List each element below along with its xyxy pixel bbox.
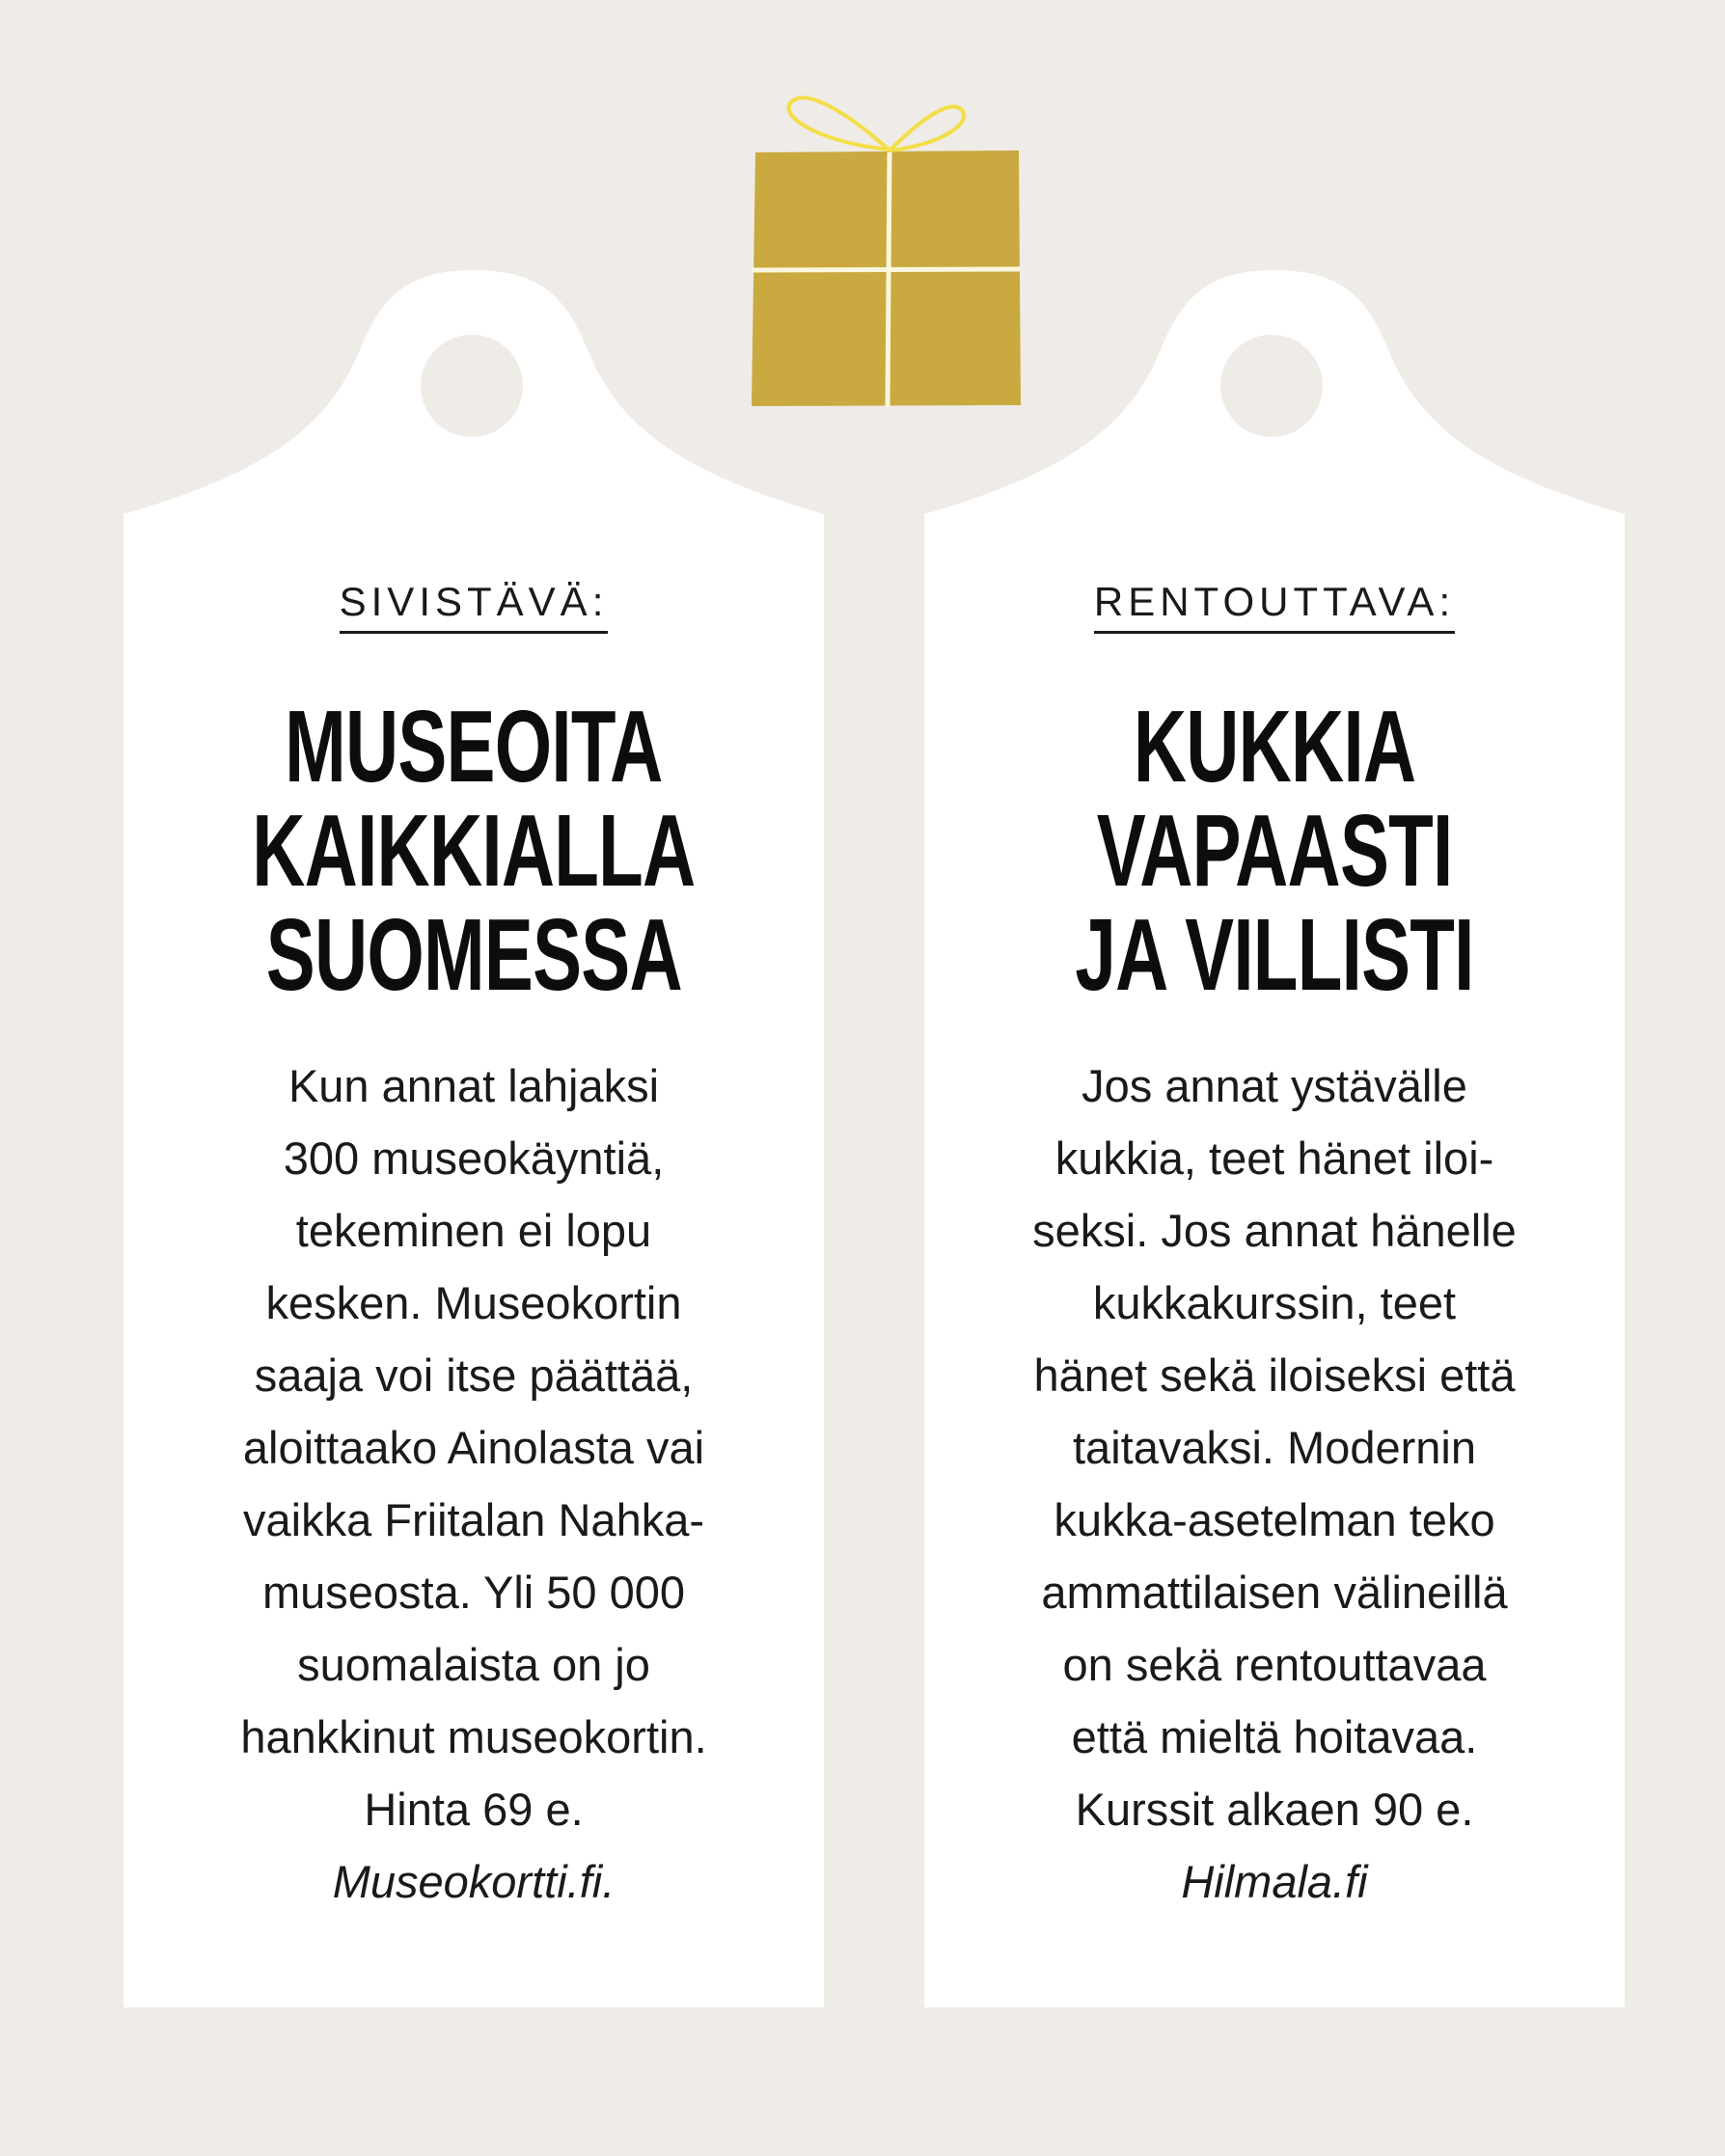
left-gift-tag	[123, 579, 824, 2006]
right-body-line: ammattilaisen välineillä	[1041, 1567, 1508, 1618]
right-tag-hole	[1220, 335, 1323, 437]
right-body-line: taitavaksi. Modernin	[1073, 1422, 1476, 1473]
left-tag-label-text: SIVISTÄVÄ:	[340, 579, 609, 634]
left-body-line: suomalaista on jo	[297, 1639, 650, 1690]
right-tag-title	[924, 690, 1625, 1012]
left-body-line: museosta. Yli 50 000	[261, 1567, 686, 1618]
left-title-line: MUSEOITA	[285, 690, 663, 804]
left-body-line: vaikka Friitalan Nahka-	[242, 1494, 704, 1545]
right-body-line: Jos annat ystävälle	[1082, 1060, 1467, 1111]
left-body-line: saaja voi itse päättää,	[254, 1350, 694, 1401]
right-tag-label	[924, 579, 1625, 634]
right-title-line: JA VILLISTI	[1075, 898, 1474, 1012]
right-tag-label-text: RENTOUTTAVA:	[1094, 579, 1455, 634]
left-body-line: tekeminen ei lopu	[295, 1205, 652, 1256]
left-body-line: aloittaako Ainolasta vai	[242, 1422, 705, 1473]
right-title-line: KUKKIA	[1133, 690, 1416, 804]
left-tag-body	[123, 1050, 824, 1918]
left-body-line: 300 museokäyntiä,	[283, 1133, 665, 1184]
right-body-line: seksi. Jos annat hänelle	[1032, 1205, 1517, 1256]
left-tag-label	[123, 579, 824, 634]
right-gift-tag	[924, 579, 1625, 2006]
left-tag-hole	[421, 335, 523, 437]
left-body-line: Hinta 69 e.	[364, 1784, 584, 1835]
right-body-line: Kurssit alkaen 90 e.	[1075, 1784, 1474, 1835]
gift-box-icon	[752, 97, 1021, 406]
right-body-line: että mieltä hoitavaa.	[1071, 1711, 1478, 1762]
left-title-line: SUOMESSA	[265, 898, 682, 1012]
right-body-line: kukkia, teet hänet iloi-	[1054, 1133, 1494, 1184]
right-body-line: on sekä rentouttavaa	[1062, 1639, 1487, 1690]
left-body-line: kesken. Museokortin	[265, 1277, 682, 1328]
left-body-line: Kun annat lahjaksi	[288, 1060, 660, 1111]
left-body-line: hankkinut museokortin.	[240, 1711, 707, 1762]
right-title-line: VAPAASTI	[1096, 794, 1453, 908]
left-title-line: KAIKKIALLA	[252, 794, 696, 908]
right-tag-url: Hilmala.fi	[1181, 1856, 1368, 1907]
right-body-line: kukkakurssin, teet	[1092, 1277, 1457, 1328]
left-tag-url: Museokortti.fi.	[332, 1856, 616, 1907]
right-body-line: hänet sekä iloiseksi että	[1033, 1350, 1516, 1401]
right-body-line: kukka-asetelman teko	[1054, 1494, 1495, 1545]
left-tag-title	[123, 690, 824, 1012]
right-tag-body	[924, 1050, 1625, 1918]
